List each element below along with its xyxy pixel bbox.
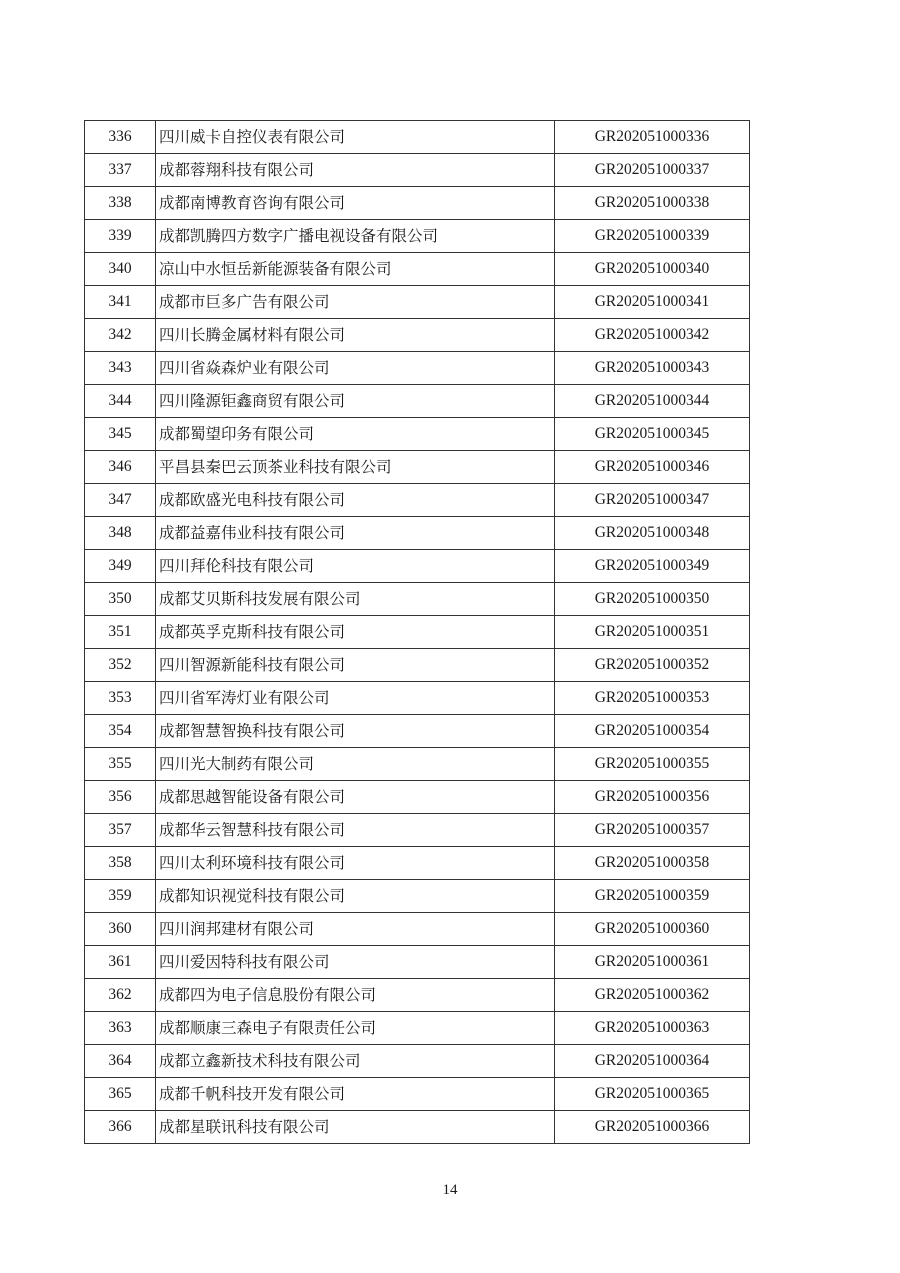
table-row: [85, 814, 750, 847]
certificate-code-cell: GR202051000353: [555, 682, 750, 715]
table-row: [85, 1111, 750, 1144]
table-row: [85, 352, 750, 385]
table-row: [85, 319, 750, 352]
certificate-code-cell: GR202051000351: [555, 616, 750, 649]
row-number-cell: 346: [85, 451, 156, 484]
certificate-code-cell: GR202051000357: [555, 814, 750, 847]
table-row: [85, 154, 750, 187]
table-row: [85, 550, 750, 583]
table-row: [85, 946, 750, 979]
table-row: [85, 781, 750, 814]
company-name-cell: 成都蜀望印务有限公司: [156, 418, 555, 451]
certificate-code-cell: GR202051000336: [555, 121, 750, 154]
table-row: [85, 253, 750, 286]
company-name-cell: 成都艾贝斯科技发展有限公司: [156, 583, 555, 616]
company-name-cell: 四川省焱森炉业有限公司: [156, 352, 555, 385]
table-row: [85, 220, 750, 253]
row-number-cell: 357: [85, 814, 156, 847]
certificate-code-cell: GR202051000340: [555, 253, 750, 286]
row-number-cell: 338: [85, 187, 156, 220]
company-certificate-table: [84, 120, 750, 1144]
company-name-cell: 四川威卡自控仪表有限公司: [156, 121, 555, 154]
certificate-code-cell: GR202051000360: [555, 913, 750, 946]
company-name-cell: 成都千帆科技开发有限公司: [156, 1078, 555, 1111]
table-row: [85, 847, 750, 880]
table-row: [85, 418, 750, 451]
company-name-cell: 凉山中水恒岳新能源装备有限公司: [156, 253, 555, 286]
company-name-cell: 四川智源新能科技有限公司: [156, 649, 555, 682]
row-number-cell: 353: [85, 682, 156, 715]
table-row: [85, 979, 750, 1012]
table-row: [85, 1012, 750, 1045]
certificate-code-cell: GR202051000363: [555, 1012, 750, 1045]
certificate-code-cell: GR202051000366: [555, 1111, 750, 1144]
row-number-cell: 352: [85, 649, 156, 682]
table-row: [85, 286, 750, 319]
row-number-cell: 365: [85, 1078, 156, 1111]
table-row: [85, 517, 750, 550]
company-name-cell: 四川光大制药有限公司: [156, 748, 555, 781]
table-row: [85, 1078, 750, 1111]
table-row: [85, 385, 750, 418]
certificate-code-cell: GR202051000355: [555, 748, 750, 781]
certificate-code-cell: GR202051000343: [555, 352, 750, 385]
company-name-cell: 四川润邦建材有限公司: [156, 913, 555, 946]
company-name-cell: 成都市巨多广告有限公司: [156, 286, 555, 319]
table-row: [85, 748, 750, 781]
row-number-cell: 339: [85, 220, 156, 253]
row-number-cell: 345: [85, 418, 156, 451]
row-number-cell: 351: [85, 616, 156, 649]
company-name-cell: 成都英孚克斯科技有限公司: [156, 616, 555, 649]
table-row: [85, 913, 750, 946]
company-name-cell: 四川拜伦科技有限公司: [156, 550, 555, 583]
row-number-cell: 363: [85, 1012, 156, 1045]
company-name-cell: 成都欧盛光电科技有限公司: [156, 484, 555, 517]
page-number: 14: [442, 1182, 458, 1198]
certificate-code-cell: GR202051000348: [555, 517, 750, 550]
certificate-code-cell: GR202051000354: [555, 715, 750, 748]
certificate-code-cell: GR202051000365: [555, 1078, 750, 1111]
table-row: [85, 187, 750, 220]
row-number-cell: 361: [85, 946, 156, 979]
certificate-code-cell: GR202051000347: [555, 484, 750, 517]
row-number-cell: 347: [85, 484, 156, 517]
certificate-code-cell: GR202051000362: [555, 979, 750, 1012]
company-name-cell: 成都立鑫新技术科技有限公司: [156, 1045, 555, 1078]
row-number-cell: 344: [85, 385, 156, 418]
company-name-cell: 成都蓉翔科技有限公司: [156, 154, 555, 187]
certificate-code-cell: GR202051000349: [555, 550, 750, 583]
certificate-code-cell: GR202051000356: [555, 781, 750, 814]
certificate-code-cell: GR202051000364: [555, 1045, 750, 1078]
row-number-cell: 342: [85, 319, 156, 352]
certificate-code-cell: GR202051000339: [555, 220, 750, 253]
company-name-cell: 四川爱因特科技有限公司: [156, 946, 555, 979]
row-number-cell: 358: [85, 847, 156, 880]
certificate-code-cell: GR202051000338: [555, 187, 750, 220]
certificate-code-cell: GR202051000359: [555, 880, 750, 913]
company-name-cell: 四川长腾金属材料有限公司: [156, 319, 555, 352]
row-number-cell: 343: [85, 352, 156, 385]
row-number-cell: 366: [85, 1111, 156, 1144]
row-number-cell: 356: [85, 781, 156, 814]
company-name-cell: 成都凯腾四方数字广播电视设备有限公司: [156, 220, 555, 253]
company-name-cell: 成都顺康三森电子有限责任公司: [156, 1012, 555, 1045]
company-name-cell: 成都益嘉伟业科技有限公司: [156, 517, 555, 550]
company-name-cell: 成都思越智能设备有限公司: [156, 781, 555, 814]
row-number-cell: 337: [85, 154, 156, 187]
table-row: [85, 682, 750, 715]
company-name-cell: 成都四为电子信息股份有限公司: [156, 979, 555, 1012]
table-row: [85, 880, 750, 913]
certificate-code-cell: GR202051000344: [555, 385, 750, 418]
row-number-cell: 362: [85, 979, 156, 1012]
row-number-cell: 359: [85, 880, 156, 913]
row-number-cell: 340: [85, 253, 156, 286]
company-name-cell: 四川太利环境科技有限公司: [156, 847, 555, 880]
row-number-cell: 336: [85, 121, 156, 154]
table-row: [85, 1045, 750, 1078]
certificate-code-cell: GR202051000346: [555, 451, 750, 484]
certificate-code-cell: GR202051000342: [555, 319, 750, 352]
row-number-cell: 355: [85, 748, 156, 781]
row-number-cell: 350: [85, 583, 156, 616]
table-body: [85, 121, 750, 1144]
company-name-cell: 四川隆源钜鑫商贸有限公司: [156, 385, 555, 418]
certificate-code-cell: GR202051000352: [555, 649, 750, 682]
table-row: [85, 583, 750, 616]
table-row: [85, 484, 750, 517]
certificate-code-cell: GR202051000345: [555, 418, 750, 451]
company-name-cell: 成都星联讯科技有限公司: [156, 1111, 555, 1144]
certificate-code-cell: GR202051000350: [555, 583, 750, 616]
table-row: [85, 451, 750, 484]
company-name-cell: 四川省军涛灯业有限公司: [156, 682, 555, 715]
certificate-code-cell: GR202051000337: [555, 154, 750, 187]
company-name-cell: 成都华云智慧科技有限公司: [156, 814, 555, 847]
table-row: [85, 715, 750, 748]
certificate-code-cell: GR202051000358: [555, 847, 750, 880]
table-row: [85, 649, 750, 682]
row-number-cell: 348: [85, 517, 156, 550]
table-row: [85, 121, 750, 154]
row-number-cell: 349: [85, 550, 156, 583]
company-name-cell: 成都知识视觉科技有限公司: [156, 880, 555, 913]
table-row: [85, 616, 750, 649]
row-number-cell: 341: [85, 286, 156, 319]
company-name-cell: 成都智慧智换科技有限公司: [156, 715, 555, 748]
row-number-cell: 354: [85, 715, 156, 748]
company-name-cell: 平昌县秦巴云顶茶业科技有限公司: [156, 451, 555, 484]
row-number-cell: 360: [85, 913, 156, 946]
company-name-cell: 成都南博教育咨询有限公司: [156, 187, 555, 220]
certificate-code-cell: GR202051000341: [555, 286, 750, 319]
row-number-cell: 364: [85, 1045, 156, 1078]
certificate-code-cell: GR202051000361: [555, 946, 750, 979]
